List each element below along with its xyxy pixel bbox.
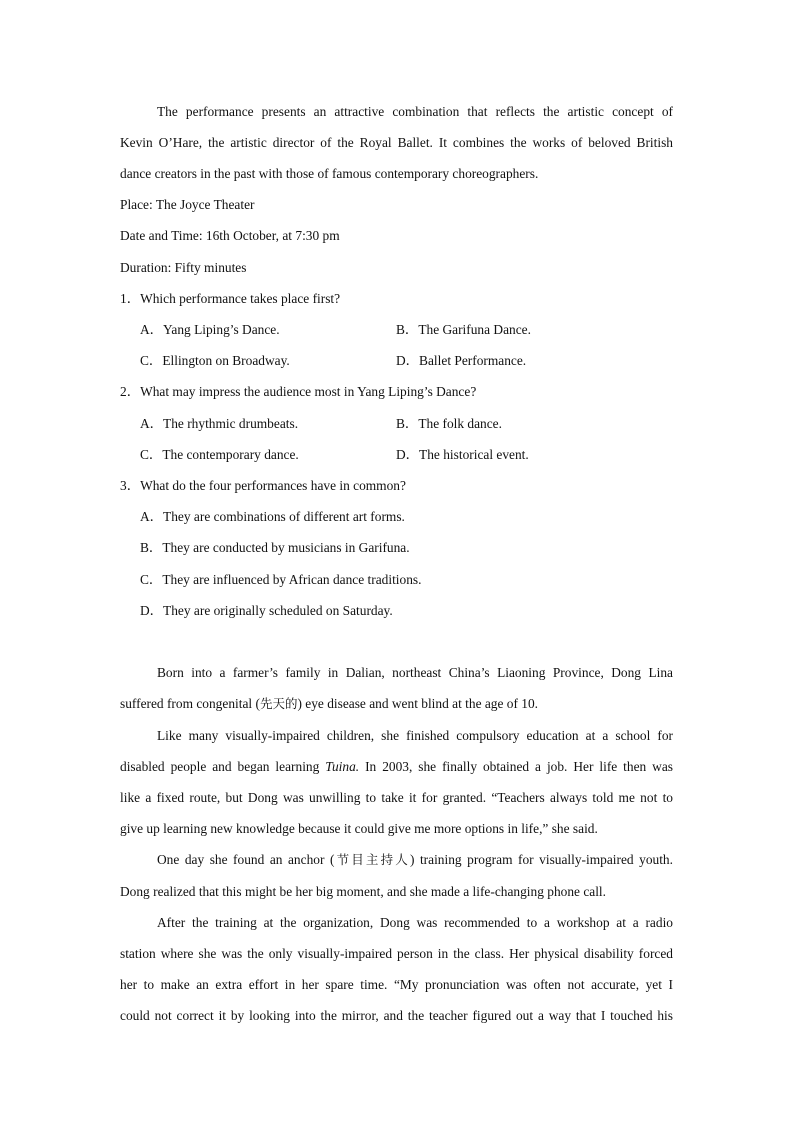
paragraph-line: After the training at the organization, Dong was recommended to a workshop at a radio (157, 915, 673, 930)
paragraph-line: give up learning new knowledge because it could give me more options in life,” she said. (120, 821, 598, 836)
chinese-gloss: 节目主持人 (334, 852, 410, 867)
paragraph-line: One day she found an anchor (节目主持人) training program for visually-impaired youth. (157, 852, 673, 867)
option-d: D．Ballet Performance. (396, 353, 527, 368)
event-duration: Duration: Fifty minutes (120, 260, 247, 275)
paragraph-line: disabled people and began learning Tuina. In 2003, she finally obtained a job. Her life then was (120, 759, 673, 774)
question-stem: 1．Which performance takes place first? (120, 291, 341, 306)
paragraph-line: could not correct it by looking into the mirror, and the teacher figured out a way that I touched his (120, 1008, 673, 1023)
event-date-time: Date and Time: 16th October, at 7:30 pm (120, 228, 340, 243)
option-a: A．Yang Liping’s Dance. (140, 322, 280, 337)
option-c: C．The contemporary dance. (140, 447, 299, 462)
question-stem: 3．What do the four performances have in common? (120, 478, 406, 493)
option-c: C．They are influenced by African dance traditions. (140, 572, 422, 587)
chinese-gloss: 先天的 (259, 696, 298, 711)
option-b: B．The Garifuna Dance. (396, 322, 531, 337)
option-a: A．The rhythmic drumbeats. (140, 416, 299, 431)
option-d: D．The historical event. (396, 447, 529, 462)
paragraph-line: Dong realized that this might be her big moment, and she made a life-changing phone call. (120, 884, 607, 899)
paragraph-line: dance creators in the past with those of famous contemporary choreographers. (120, 166, 539, 181)
paragraph-line: her to make an extra effort in her spare time. “My pronunciation was often not accurate, yet I (120, 977, 673, 992)
paragraph-line: Like many visually-impaired children, she finished compulsory education at a school for (157, 728, 673, 743)
option-c: C．Ellington on Broadway. (140, 353, 290, 368)
question-stem: 2．What may impress the audience most in Yang Liping’s Dance? (120, 384, 477, 399)
paragraph-line: like a fixed route, but Dong was unwilling to take it for granted. “Teachers always told me not to (120, 790, 673, 805)
paragraph-line: Born into a farmer’s family in Dalian, northeast China’s Liaoning Province, Dong Lina (157, 665, 673, 680)
paragraph-line: station where she was the only visually-impaired person in the class. Her physical disability forced (120, 946, 673, 961)
option-d: D．They are originally scheduled on Saturday. (140, 603, 393, 618)
paragraph-line: suffered from congenital (先天的) eye disease and went blind at the age of 10. (120, 696, 539, 711)
option-b: B．They are conducted by musicians in Garifuna. (140, 540, 410, 555)
option-a: A．They are combinations of different art forms. (140, 509, 405, 524)
paragraph-line: Kevin O’Hare, the artistic director of the Royal Ballet. It combines the works of beloved British (120, 135, 673, 150)
event-place: Place: The Joyce Theater (120, 197, 255, 212)
option-b: B．The folk dance. (396, 416, 502, 431)
paragraph-line: The performance presents an attractive combination that reflects the artistic concept of (157, 104, 673, 119)
